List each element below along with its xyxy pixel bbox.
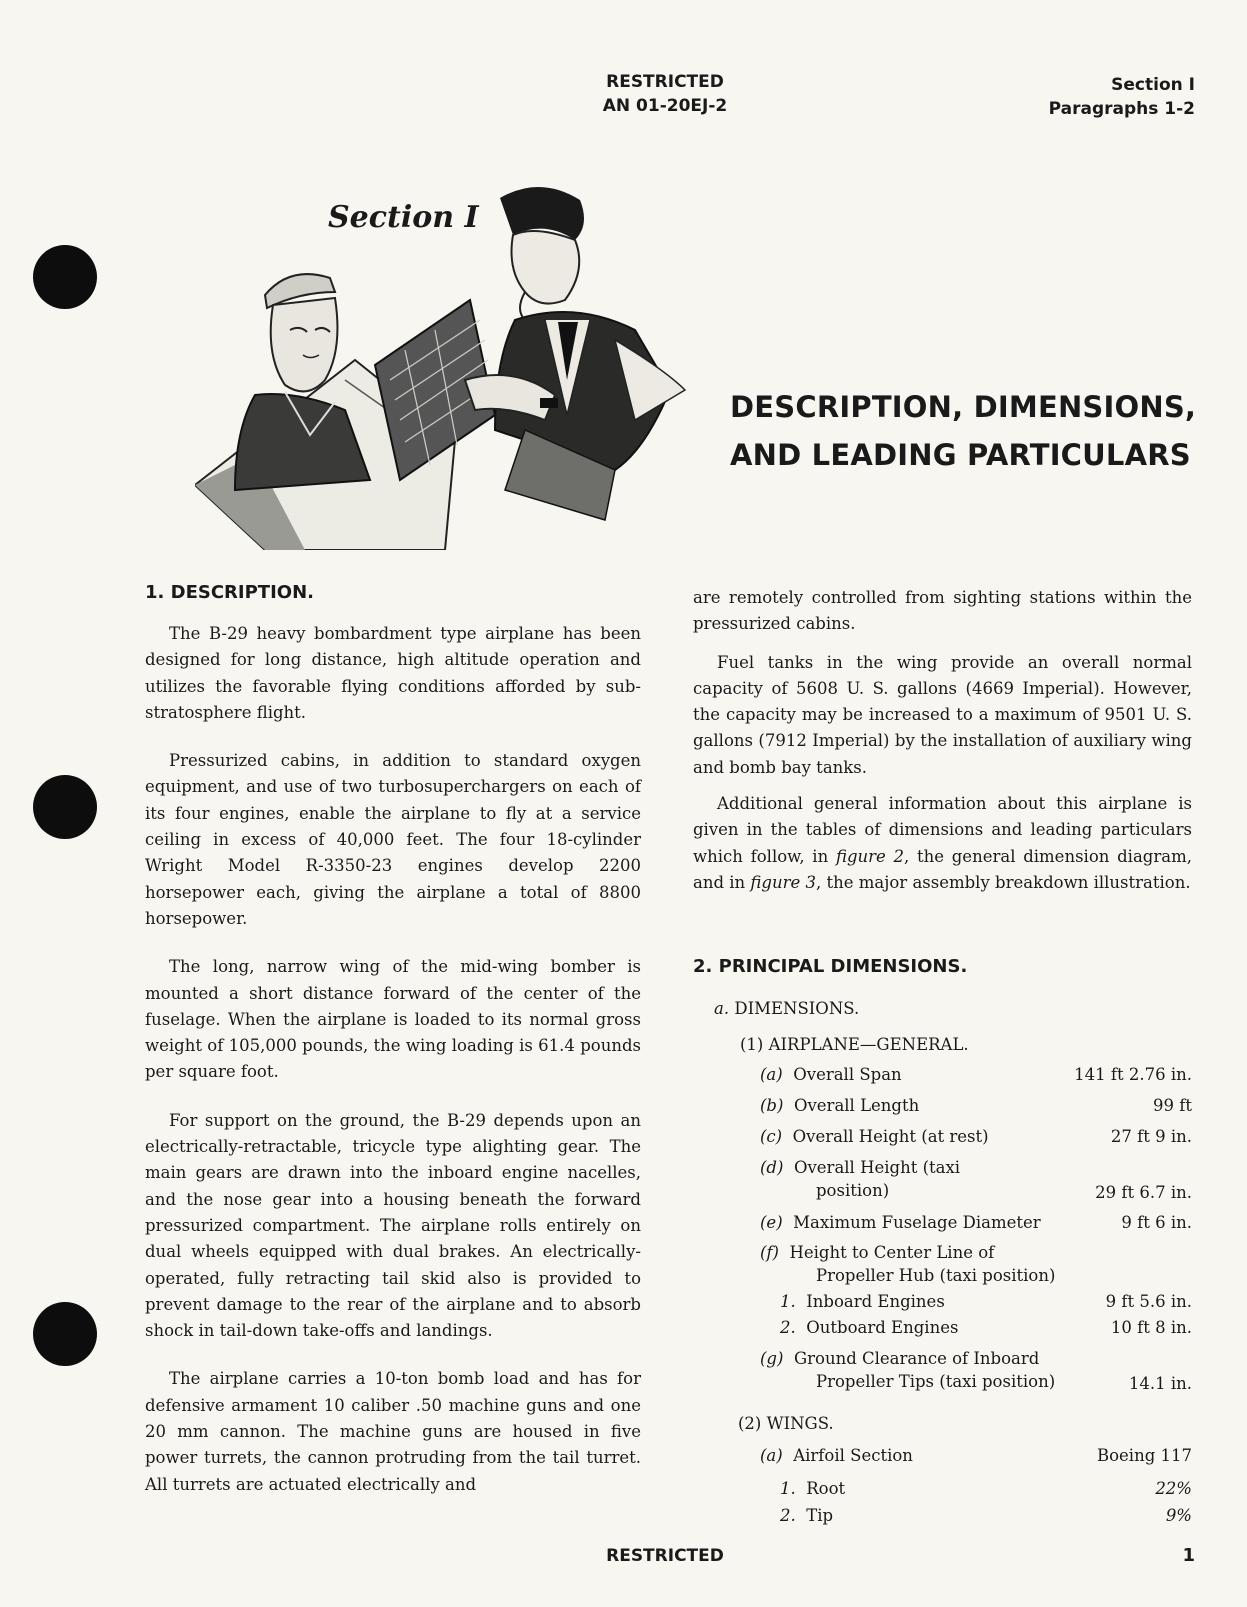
description-paragraph-5: The airplane carries a 10-ton bomb load and has for defensive armament 10 caliber .50 machine guns and one 20 mm cannon. The machine guns are housed in five power turrets, the cannon protruding from the tail turret. All turrets are actuated electrically and [145,1369,641,1494]
dim-item-label: 2. Outboard Engines [780,1318,959,1337]
description-paragraph-3: The long, narrow wing of the mid-wing bomber is mounted a short distance forward of the center of the fuselage. When the airplane is loaded to its normal gross weight of 105,000 pounds, the wing loading is 61.4 pounds per square foot. [145,957,641,1082]
page-title-line-2: AND LEADING PARTICULARS [730,438,1191,472]
figure-2-reference: figure 2 [835,846,905,866]
header-section: Section I [1111,75,1195,95]
dim-item-label-continued: Propeller Tips (taxi position) [816,1372,1056,1391]
description-heading: 1. DESCRIPTION. [145,582,314,603]
section-script-title: Section I [328,200,479,235]
description-paragraph-2: Pressurized cabins, in addition to standard oxygen equipment, and use of two turbosuperchargers on each of its four engines, enable the airplane to fly at a service ceiling in excess of 40,000 feet. The four 18-cylinder Wright Model R-3350-23 engines develop 2200 horsepower each, giving the airplane a total of 8800 horsepower. [145,751,641,928]
page-title-line-1: DESCRIPTION, DIMENSIONS, [730,390,1197,424]
dimensions-table [760,1063,1192,1503]
wing-item-label: (a) Airfoil Section [760,1446,913,1465]
dim-item-label: (d) Overall Height (taxi [760,1158,961,1177]
page-number: 1 [1182,1545,1195,1566]
dim-item-label-continued: position) [816,1181,890,1200]
header-restricted: RESTRICTED [606,72,724,92]
additional-info-paragraph: Additional general information about this airplane is given in the tables of dimensions and leading particulars which follow, in figure 2, the general dimension diagram, and in figure 3, the major assembly breakdown illustration. [693,794,1192,892]
left-column [145,582,641,1520]
binder-hole-bottom [33,1302,97,1366]
wing-item-label: 2. Tip [780,1506,834,1525]
description-continued: are remotely controlled from sighting stations within the pressurized cabins. [693,588,1192,634]
group-airplane-general: (1) AIRPLANE—GENERAL. [740,1035,969,1054]
dim-item-label: (c) Overall Height (at rest) [760,1127,989,1146]
dim-item-label: (f) Height to Center Line of [760,1243,995,1262]
group-wings: (2) WINGS. [738,1414,834,1433]
fuel-paragraph: Fuel tanks in the wing provide an overall normal capacity of 5608 U. S. gallons (4669 Imperial). However, the capacity may be increased to a maximum of 9501 U. S. gallons (7912 Imperial) by the installation of auxiliary wing and bomb bay tanks. [693,652,1192,777]
dim-item-label: (b) Overall Length [760,1096,920,1115]
binder-hole-middle [33,775,97,839]
header-center [560,70,770,118]
wing-item-value: Boeing 117 [1096,1446,1192,1465]
dim-item-label: 1. Inboard Engines [780,1292,945,1311]
dim-item-label: (g) Ground Clearance of Inboard [760,1349,1040,1368]
two-men-reading-map-illustration [195,180,715,550]
dim-item-value: 10 ft 8 in. [1110,1318,1192,1337]
footer-restricted: RESTRICTED [606,1546,724,1566]
dim-item-value: 9 ft 5.6 in. [1105,1292,1192,1311]
description-paragraph-1: The B-29 heavy bombardment type airplane has been designed for long distance, high altitude operation and utilizes the favorable flying conditions afforded by sub-stratosphere flight. [145,624,641,722]
dim-item-value: 141 ft 2.76 in. [1074,1065,1192,1084]
wings-table [760,1444,1192,1524]
dim-item-label: (a) Overall Span [760,1065,902,1084]
description-paragraph-4: For support on the ground, the B-29 depends upon an electrically-retractable, tricycle type alighting gear. The main gears are drawn into the inboard engine nacelles, and the nose gear into a housing beneath the forward pressurized compartment. The airplane rolls entirely on dual wheels equipped with dual brakes. An electrically-operated, fully retracting tail skid also is provided to prevent damage to the rear of the airplane and to absorb shock in tail-down take-offs and landings. [145,1110,641,1341]
dim-item-value: 99 ft [1153,1096,1192,1115]
binder-hole-top [33,245,97,309]
dim-item-value: 29 ft 6.7 in. [1095,1183,1192,1202]
dim-item-value: 27 ft 9 in. [1110,1127,1192,1146]
right-column-prose [693,585,1192,918]
wing-item-label: 1. Root [780,1479,846,1498]
dimensions-heading: 2. PRINCIPAL DIMENSIONS. [693,956,968,977]
dimensions-subsection-a: a. DIMENSIONS. [714,999,860,1018]
dim-item-value: 14.1 in. [1128,1374,1192,1393]
wing-item-value: 9% [1165,1506,1192,1525]
figure-3-reference: figure 3 [750,872,817,892]
dim-item-value: 9 ft 6 in. [1121,1213,1192,1232]
dim-item-label: (e) Maximum Fuselage Diameter [760,1213,1041,1232]
header-paragraphs: Paragraphs 1-2 [1048,99,1195,119]
header-right [1049,73,1195,121]
dim-item-label-continued: Propeller Hub (taxi position) [816,1266,1056,1285]
header-doc-number: AN 01-20EJ-2 [602,96,728,116]
wing-item-value: 22% [1155,1479,1192,1498]
